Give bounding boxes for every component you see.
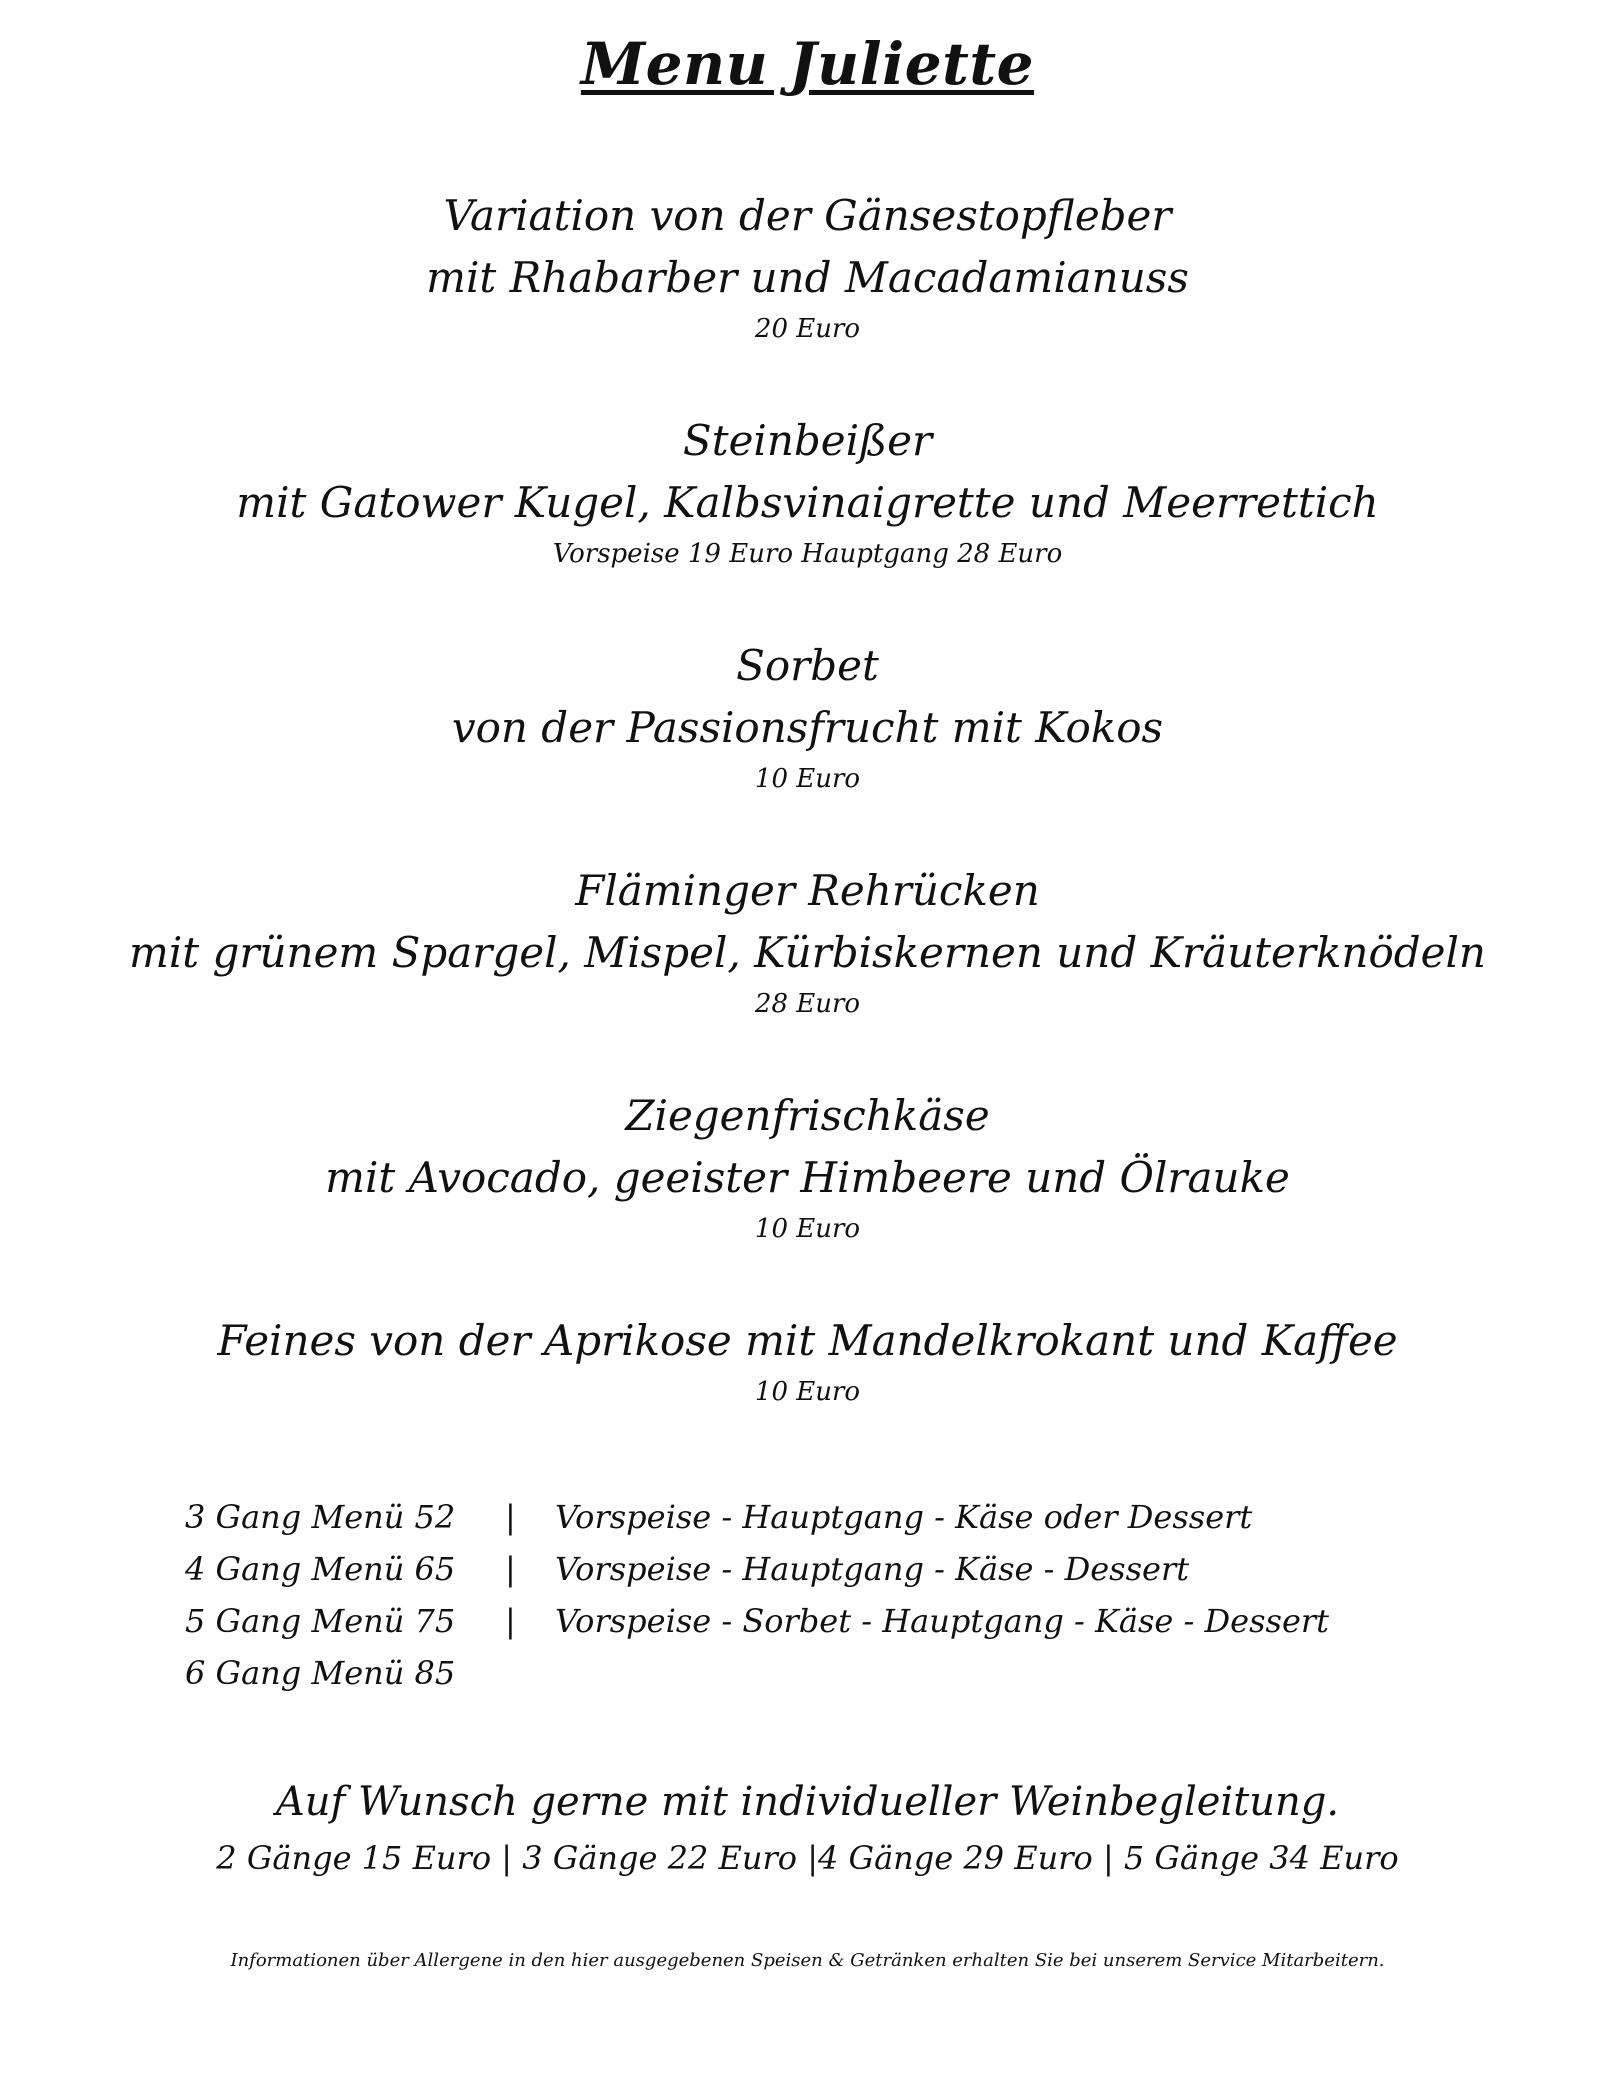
course-price: 10 Euro	[754, 1377, 861, 1407]
course-description: mit Rhabarber und Macadamianuss	[426, 253, 1189, 302]
course-name: Sorbet	[736, 641, 879, 690]
course-description: mit grünem Spargel, Mispel, Kürbiskernen und Kräuterknödeln	[129, 928, 1486, 977]
set-menu-separator: |	[505, 1550, 516, 1588]
course-name: Variation von der Gänsestopfleber	[443, 191, 1172, 240]
set-menu-label: 6 Gang Menü 85	[185, 1654, 456, 1692]
course-description: von der Passionsfrucht mit Kokos	[451, 703, 1164, 752]
set-menu-label: 3 Gang Menü 52	[185, 1498, 456, 1536]
page-title: Menu Juliette	[580, 30, 1035, 98]
course-2	[0, 410, 1615, 574]
course-6	[0, 1310, 1615, 1412]
course-description: mit Avocado, geeister Himbeere und Ölrauke	[325, 1153, 1290, 1202]
set-menu-separator: |	[505, 1602, 516, 1640]
course-1	[0, 185, 1615, 349]
set-menu-detail: Vorspeise - Sorbet - Hauptgang - Käse - Dessert	[555, 1602, 1330, 1640]
set-menu-detail: Vorspeise - Hauptgang - Käse - Dessert	[555, 1550, 1190, 1588]
course-4	[0, 860, 1615, 1024]
wine-pairing-title: Auf Wunsch gerne mit individueller Weinbegleitung.	[275, 1779, 1340, 1825]
course-name: Feines von der Aprikose mit Mandelkrokant und Kaffee	[217, 1316, 1398, 1365]
set-menu-label: 4 Gang Menü 65	[185, 1550, 456, 1588]
set-menu-detail: Vorspeise - Hauptgang - Käse oder Dessert	[555, 1498, 1253, 1536]
set-menu-row	[185, 1498, 1485, 1550]
course-price: 20 Euro	[754, 314, 861, 344]
course-5	[0, 1085, 1615, 1249]
course-price: 10 Euro	[754, 1214, 861, 1244]
course-3	[0, 635, 1615, 799]
set-menu-label: 5 Gang Menü 75	[185, 1602, 456, 1640]
course-name: Fläminger Rehrücken	[575, 866, 1040, 915]
set-menu-row	[185, 1602, 1485, 1654]
allergen-footnote: Informationen über Allergene in den hier ausgegebenen Speisen & Getränken erhalten Sie bei unserem Service Mitarbeitern.	[230, 1950, 1385, 1971]
course-price: Vorspeise 19 Euro Hauptgang 28 Euro	[552, 539, 1063, 569]
course-price: 10 Euro	[754, 764, 861, 794]
course-description: mit Gatower Kugel, Kalbsvinaigrette und Meerrettich	[236, 478, 1379, 527]
wine-pairing-prices: 2 Gänge 15 Euro | 3 Gänge 22 Euro |4 Gänge 29 Euro | 5 Gänge 34 Euro	[216, 1839, 1399, 1877]
wine-pairing	[0, 1772, 1615, 1884]
course-name: Ziegenfrischkäse	[625, 1091, 990, 1140]
set-menu-list	[185, 1498, 1485, 1706]
course-price: 28 Euro	[754, 989, 861, 1019]
set-menu-separator: |	[505, 1498, 516, 1536]
course-name: Steinbeißer	[682, 416, 933, 465]
set-menu-row	[185, 1550, 1485, 1602]
set-menu-row	[185, 1654, 1485, 1706]
